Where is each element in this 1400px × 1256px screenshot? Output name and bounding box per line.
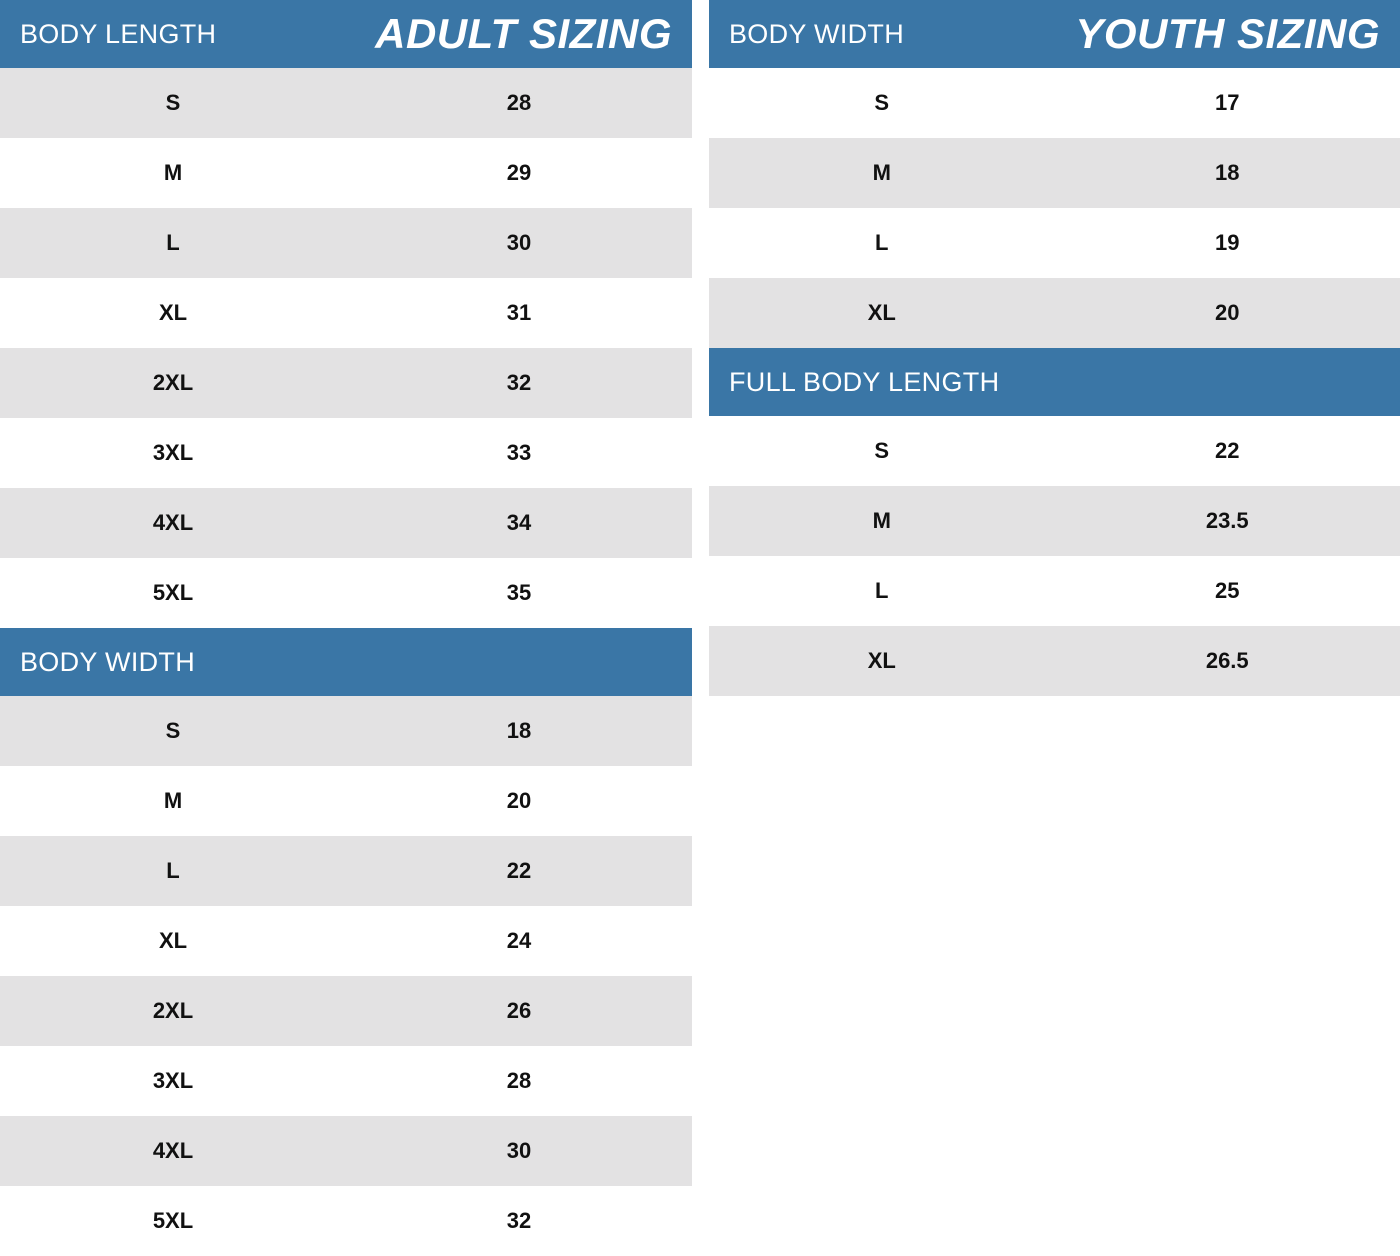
measurement-cell: 32 [506, 1208, 532, 1233]
table-row [0, 68, 692, 138]
size-cell: M [872, 160, 891, 185]
size-cell: L [875, 578, 889, 603]
size-cell: S [165, 718, 181, 743]
size-cell: 3XL [152, 1068, 194, 1093]
table-row [0, 696, 692, 766]
measurement-cell: 18 [1215, 160, 1240, 185]
table-row [709, 208, 1400, 278]
measurement-cell: 19 [1215, 230, 1240, 255]
youth-sizing-column [709, 0, 1400, 696]
table-row [0, 1186, 692, 1256]
size-cell: XL [867, 300, 896, 325]
size-cell: 4XL [152, 510, 194, 535]
measurement-cell: 30 [506, 230, 532, 255]
size-cell: 2XL [152, 370, 194, 395]
table-row [0, 906, 692, 976]
measurement-cell: 33 [506, 440, 532, 465]
youth-full-body-length-table [709, 416, 1400, 696]
adult-body-width-label: BODY WIDTH [20, 646, 196, 677]
table-row [0, 1046, 692, 1116]
adult-sizing-title: ADULT SIZING [375, 10, 672, 57]
measurement-cell: 28 [506, 90, 532, 115]
adult-body-length-table [0, 68, 692, 628]
measurement-cell: 23.5 [1205, 508, 1249, 533]
measurement-cell: 18 [506, 718, 532, 743]
measurement-cell: 24 [506, 928, 532, 953]
youth-full-body-length-header [709, 348, 1400, 416]
table-row [0, 766, 692, 836]
table-row [0, 418, 692, 488]
measurement-cell: 34 [506, 510, 532, 535]
table-row [709, 486, 1400, 556]
size-cell: M [872, 508, 891, 533]
measurement-cell: 22 [506, 858, 532, 883]
table-row [0, 488, 692, 558]
table-row [709, 626, 1400, 696]
table-row [0, 278, 692, 348]
youth-full-body-length-label: FULL BODY LENGTH [729, 366, 1000, 397]
youth-body-width-table [709, 68, 1400, 348]
table-row [709, 278, 1400, 348]
size-cell: 3XL [152, 440, 194, 465]
size-cell: 2XL [152, 998, 194, 1023]
size-cell: M [163, 788, 183, 813]
measurement-cell: 26.5 [1205, 648, 1249, 673]
youth-body-width-label: BODY WIDTH [729, 18, 905, 49]
adult-body-width-table [0, 696, 692, 1256]
size-cell: L [166, 230, 180, 255]
measurement-cell: 20 [506, 788, 532, 813]
size-cell: 4XL [152, 1138, 194, 1163]
table-row [709, 138, 1400, 208]
measurement-cell: 28 [506, 1068, 532, 1093]
size-cell: S [874, 90, 890, 115]
size-cell: L [875, 230, 889, 255]
measurement-cell: 32 [506, 370, 532, 395]
table-row [709, 556, 1400, 626]
size-cell: XL [158, 300, 188, 325]
size-cell: S [165, 90, 181, 115]
measurement-cell: 20 [1215, 300, 1240, 325]
measurement-cell: 22 [1215, 438, 1240, 463]
measurement-cell: 17 [1215, 90, 1240, 115]
measurement-cell: 35 [506, 580, 532, 605]
measurement-cell: 31 [506, 300, 532, 325]
table-row [0, 208, 692, 278]
table-row [709, 416, 1400, 486]
measurement-cell: 26 [506, 998, 532, 1023]
table-row [0, 558, 692, 628]
adult-sizing-column [0, 0, 692, 1256]
adult-body-width-header [0, 628, 692, 696]
table-row [0, 348, 692, 418]
size-cell: S [874, 438, 890, 463]
size-cell: XL [867, 648, 896, 673]
adult-body-length-header [0, 0, 692, 68]
size-cell: L [166, 858, 180, 883]
youth-sizing-title: YOUTH SIZING [1075, 10, 1380, 57]
size-cell: XL [158, 928, 188, 953]
measurement-cell: 30 [506, 1138, 532, 1163]
size-cell: 5XL [152, 1208, 194, 1233]
measurement-cell: 29 [506, 160, 532, 185]
adult-body-length-label: BODY LENGTH [20, 18, 217, 49]
youth-body-width-header [709, 0, 1400, 68]
table-row [0, 836, 692, 906]
measurement-cell: 25 [1215, 578, 1240, 603]
table-row [0, 138, 692, 208]
table-row [0, 1116, 692, 1186]
size-cell: M [163, 160, 183, 185]
table-row [0, 976, 692, 1046]
table-row [709, 68, 1400, 138]
size-cell: 5XL [152, 580, 194, 605]
